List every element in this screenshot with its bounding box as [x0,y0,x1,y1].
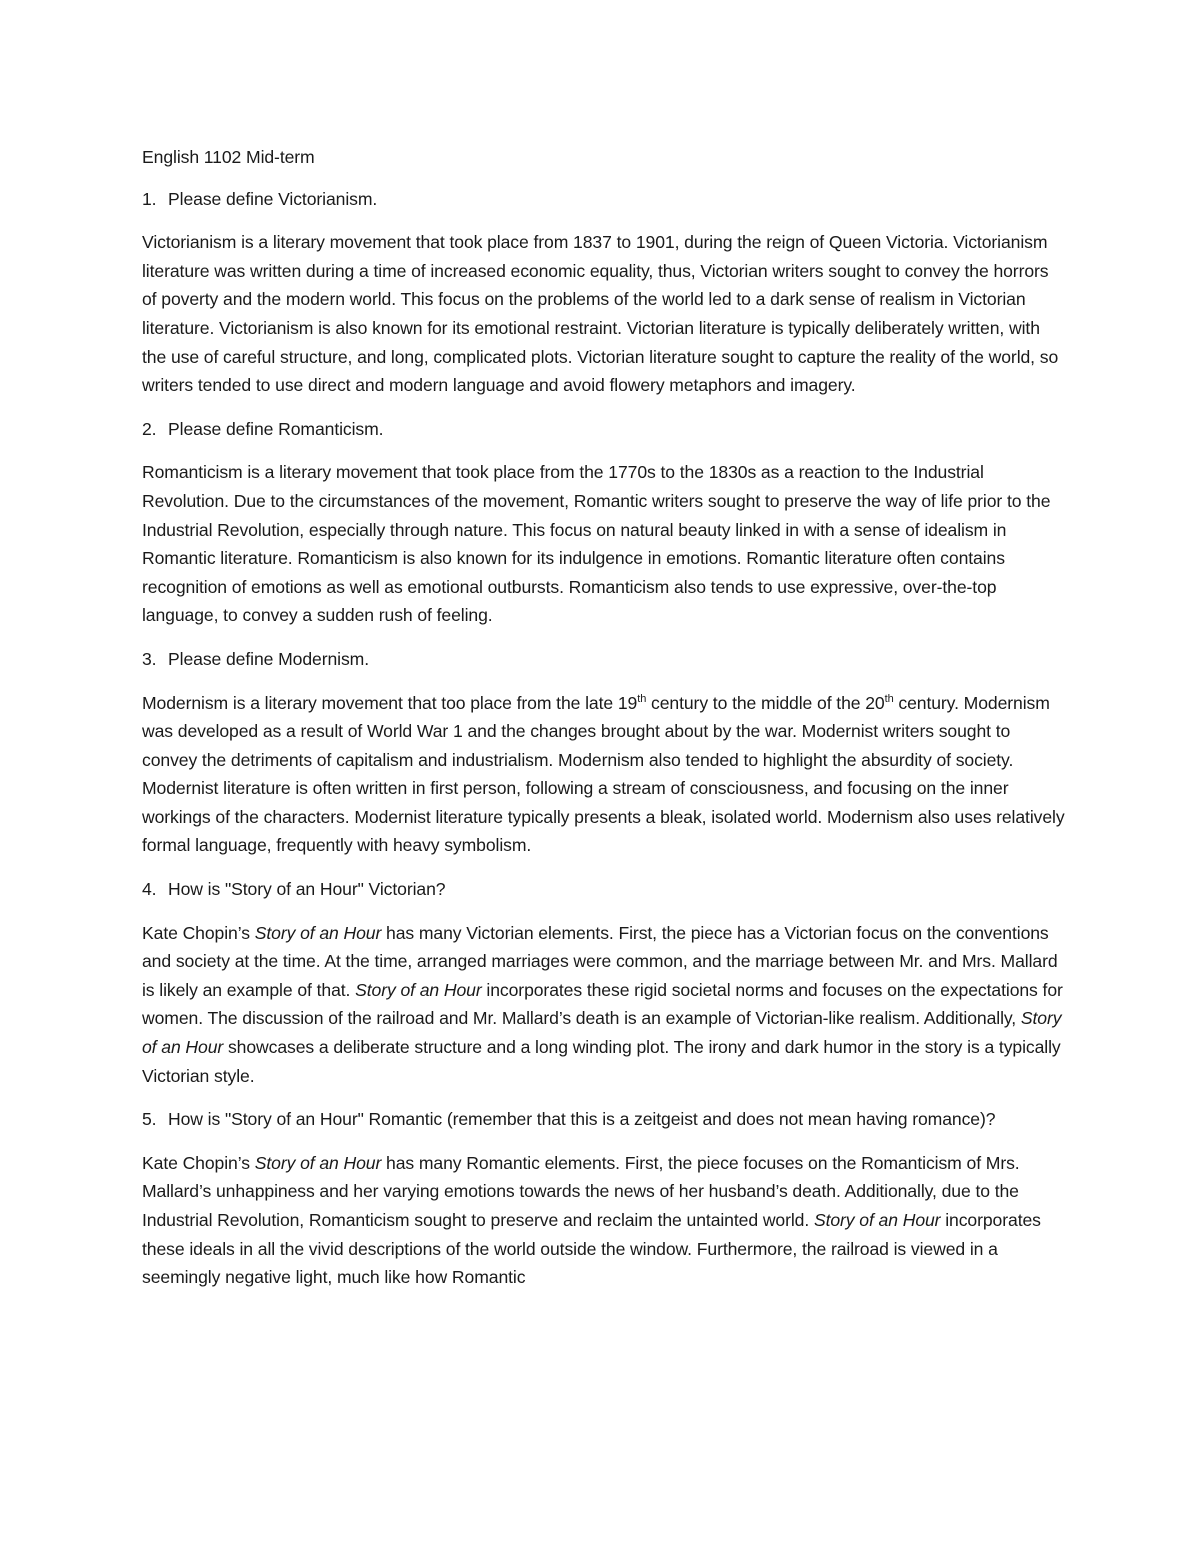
question-text: Please define Modernism. [168,648,370,669]
question-number: 5. [142,1109,157,1130]
document-title: English 1102 Mid-term [142,147,315,167]
italic-title: Story of an Hour [813,1210,941,1230]
question-number: 4. [142,879,157,900]
question-number: 1. [142,188,157,209]
answer-2: Romanticism is a literary movement that took place from the 1770s to the 1830s as a reaction to the Industrial Revolution. Due to the circumstances of the movement, Romantic writers sought to preserve the way of life prior to the Industrial Revolution, especially through nature. This focus on natural beauty linked in with a sense of idealism in Romantic literature. Romanticism is also known for its indulgence in emotions. Romantic literature often contains recognition of emotions as well as emotional outbursts. Romanticism also tends to use expressive, over-the-top language, to convey a sudden rush of feeling. [142,462,1051,626]
answer-1: Victorianism is a literary movement that took place from 1837 to 1901, during the reign of Queen Victoria. Victorianism literature was written during a time of increased economic equality, thus, Victorian writers sought to convey the horrors of poverty and the modern world. This focus on the problems of the world led to a dark sense of realism in Victorian literature. Victorianism is also known for its emotional restraint. Victorian literature is typically deliberately written, with the use of careful structure, and long, complicated plots. Victorian literature sought to capture the reality of the world, so writers tended to use direct and modern language and avoid flowery metaphors and imagery. [142,232,1059,396]
answer-text: incorporates these ideals in all the vivid descriptions of the world outside the window. Furthermore, the railroad is viewed in a seemingly negative light, much like how Romantic [142,1210,1041,1288]
answer-5 [142,1149,1067,1292]
italic-title: Story of an Hour [142,1008,1062,1058]
answer-text: has many Victorian elements. First, the piece has a Victorian focus on the conventions and society at the time. At the time, arranged marriages were common, and the marriage between Mr. and Mrs. Mallard is likely an example of that. [142,922,1058,1000]
question-number: 3. [142,648,157,669]
question-number: 2. [142,418,157,439]
document-body [142,143,1067,1307]
question-text: How is "Story of an Hour" Romantic (remember that this is a zeitgeist and does not mean having romance)? [168,1109,996,1130]
answer-text: Kate Chopin’s [142,922,255,943]
italic-title: Story of an Hour [254,1152,382,1173]
question-2 [142,415,1067,444]
question-5 [142,1105,1067,1134]
answer-text: Modernism is a literary movement that too place from the late 19 [142,692,638,713]
question-3 [142,645,1067,674]
italic-title: Story of an Hour [355,979,482,1000]
italic-title: Story of an Hour [254,922,382,943]
answer-4 [142,919,1067,1091]
ordinal-suffix: th [884,692,894,705]
ordinal-suffix: th [637,692,647,705]
answer-text: Kate Chopin’s [142,1152,255,1173]
question-1 [142,185,1067,214]
answer-text: incorporates these rigid societal norms and focuses on the expectations for women. The discussion of the railroad and Mr. Mallard’s death is an example of Victorian-like realism. Additionally, [142,979,1063,1029]
answer-3 [142,689,1067,861]
answer-text: century. Modernism was developed as a result of World War 1 and the changes brought about by the war. Modernist writers sought to convey the detriments of capitalism and industrialism. Modernism also tended to highlight the absurdity of society. Modernist literature is often written in first person, following a stream of consciousness, and focusing on the inner workings of the characters. Modernist literature typically presents a bleak, isolated world. Modernism also uses relatively formal language, frequently with heavy symbolism. [142,692,1065,856]
answer-text: has many Romantic elements. First, the piece focuses on the Romanticism of Mrs. Mallard’s unhappiness and her varying emotions towards the news of her husband’s death. Additionally, due to the Industrial Revolution, Romanticism sought to preserve and reclaim the untainted world. [142,1152,1020,1230]
question-text: How is "Story of an Hour" Victorian? [168,879,446,900]
answer-text: century to the middle of the 20 [646,692,885,713]
answer-text: showcases a deliberate structure and a long winding plot. The irony and dark humor in the story is a typically Victorian style. [142,1037,1061,1086]
question-text: Please define Victorianism. [168,188,378,209]
question-text: Please define Romanticism. [168,418,384,439]
question-4 [142,875,1067,904]
